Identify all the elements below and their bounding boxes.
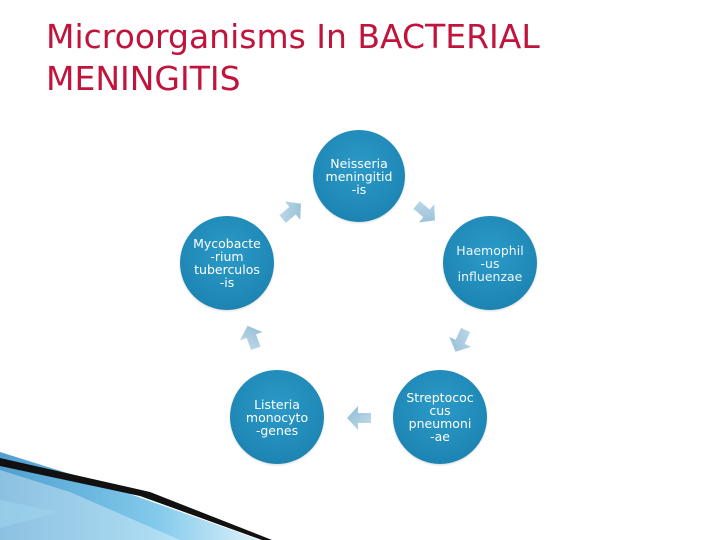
node-label: Neisseria meningitid -is [325,155,393,197]
slide-title: Microorganisms In BACTERIAL MENINGITIS [46,17,540,98]
node-label: Mycobacte -rium tuberculos -is [193,236,261,290]
node-label: Streptococ cus pneumoni -ae [406,390,474,444]
node-label: Haemophil -us influenzae [456,242,524,284]
node-label: Listeria monocyto -genes [245,396,309,438]
